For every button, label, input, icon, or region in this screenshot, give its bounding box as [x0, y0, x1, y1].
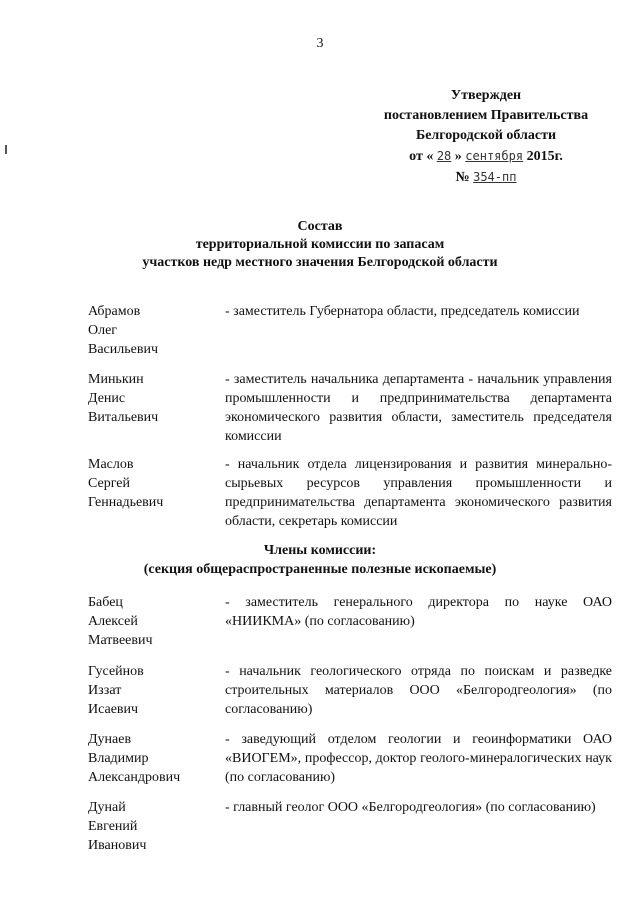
number-prefix: №: [455, 170, 470, 185]
approval-line-1: Утвержден: [450, 88, 522, 103]
date-prefix: от «: [409, 149, 434, 164]
date-year: 2015г.: [526, 149, 563, 164]
date-day: 28: [436, 149, 452, 163]
members-title-line-1: Члены комиссии:: [263, 543, 377, 558]
person-name: Абрамов Олег Васильевич: [88, 304, 158, 357]
person-role: - заведующий отделом геологии и геоинформатики ОАО «ВИОГЕМ», профессор, доктор геолого-минералогических наук (по согласованию): [225, 732, 612, 785]
person-name: Дунай Евгений Иванович: [88, 800, 147, 853]
approval-line-3: Белгородской области: [415, 128, 557, 143]
approval-number: [360, 167, 612, 188]
members-title: [0, 541, 640, 579]
person-name: Гусейнов Иззат Исаевич: [88, 664, 144, 717]
person-role: - заместитель начальника департамента - начальник управления промышленности и предпринимательства департамента экономического развития области, заместитель председателя комиссии: [225, 372, 612, 444]
person-name: Минькин Денис Витальевич: [88, 372, 159, 425]
number-value: 354-пп: [473, 170, 517, 184]
approval-block: [360, 86, 612, 188]
date-mid: »: [454, 149, 462, 164]
person-role: - начальник геологического отряда по поискам и разведке строительных материалов ООО «Белгородгеология» (по согласованию): [225, 664, 612, 717]
person-name: Маслов Сергей Геннадьевич: [88, 457, 164, 510]
scan-mark: [5, 145, 7, 154]
person-name: Дунаев Владимир Александрович: [88, 732, 181, 785]
page-number: 3: [316, 36, 324, 51]
document-title: [0, 218, 640, 272]
person-name: Бабец Алексей Матвеевич: [88, 595, 153, 648]
approval-line-2: постановлением Правительства: [383, 108, 589, 123]
title-line-1: Состав: [297, 219, 343, 234]
person-role: - заместитель Губернатора области, председатель комиссии: [225, 304, 580, 319]
date-month: сентября: [465, 149, 524, 163]
person-role: - начальник отдела лицензирования и развития минерально-сырьевых ресурсов управления промышленности и предпринимательства департамента экономического развития области, секретарь комиссии: [225, 457, 612, 529]
person-role: - заместитель генерального директора по науке ОАО «НИИКМА» (по согласованию): [225, 595, 612, 629]
title-line-3: участков недр местного значения Белгородской области: [142, 255, 498, 270]
approval-date: [360, 146, 612, 167]
members-title-line-2: (секция общераспространенные полезные ископаемые): [143, 562, 497, 577]
title-line-2: территориальной комиссии по запасам: [195, 237, 445, 252]
person-role: - главный геолог ООО «Белгородгеология» (по согласованию): [225, 800, 596, 815]
